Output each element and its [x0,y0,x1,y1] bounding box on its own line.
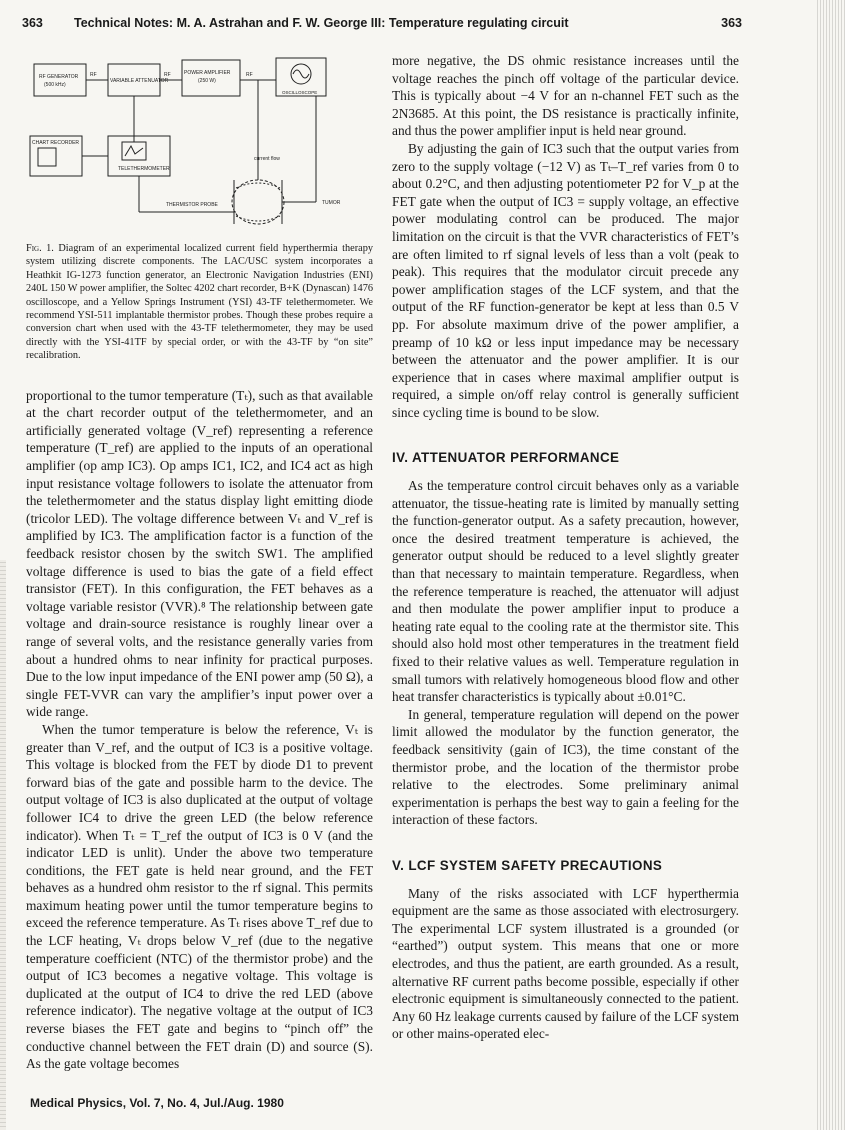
system-diagram [26,52,373,236]
thermistor-probe-label: THERMISTOR PROBE [166,202,218,208]
chart-recorder-label: CHART RECORDER [32,140,80,146]
journal-footer: Medical Physics, Vol. 7, No. 4, Jul./Aug. 1980 [30,1096,284,1110]
right-paragraph-1: more negative, the DS ohmic resistance increases until the voltage reaches the pinch off voltage of the particular device. This is typically about −4 V for an n-channel FET such as the 2N3685. At this point, the DS resistance is practically infinite, and thus the power amplifier input is held near ground. [392,53,739,139]
right-paragraph-5: Many of the risks associated with LCF hyperthermia equipment are the same as those associated with electrosurgery. The experimental LCF system illustrated is a grounded (or “earthed”) output system. This means that one or more electrodes, and thus the patient, are earth grounded. As a result, alternative RF current paths become possible, especially if other electronic equipment is simultaneously connected to the patient. Any 60 Hz leakage currents caused by failure of the LCF system or other mains-operated elec- [392,885,739,1042]
right-paragraph-3: As the temperature control circuit behaves only as a variable attenuator, the tissue-heating rate is limited by manually setting the function-generator output. As a safety precaution, however, once the desired treatment temperature is achieved, the generator output should be reduced to a level slightly greater than that necessary to maintain temperature. Regardless, when the reference temperature is reached, the attenuator will adjust and then modulate the power amplifier input to produce a heating rate equal to the cooling rate at the thermistor site. This should also hold most other temperatures in the treatment field fixed to their relative values as well. Temperature regulation in small tumors with relatively homogeneous blood flow and other heat transfer characteristics is typically about ±0.01°C. [392,478,739,705]
right-column [392,52,739,1043]
left-paragraph-1: proportional to the tumor temperature (Tₜ), such as that available at the chart recorder output of the telethermometer, and an artificially generated voltage (V_ref) representing a reference temperature (T_ref) are applied to the inputs of an operational amplifier (op amp IC3). Op amps IC1, IC2, and IC4 act as high input resistance voltage followers to isolate the attenuator from the telethermometer and the status display light emitting diode (tricolor LED). The voltage difference between Vₜ and V_ref is amplified by IC3. The amplification factor is a function of the feedback resistor chosen by the switch SW1. The amplified voltage difference is used to bias the gate of a field effect transistor (FET). In this configuration, the FET behaves as a voltage variable resistor (VVR).⁸ The relationship between gate voltage and drain-source resistance is roughly linear over a range of several volts, and the resistance generally varies from about a hundred ohms to near infinity for practical purposes. Due to the low input impedance of the ENI power amp (50 Ω), a single FET-VVR can vary the amplifier’s input power over a wide range. [26,387,373,720]
attenuator-label: VARIABLE ATTENUATOR [110,78,169,84]
power-amplifier-watts-label: (250 W) [198,78,216,84]
power-amplifier-label: POWER AMPLIFIER [184,70,231,76]
current-flow-label: current flow [254,156,280,162]
scan-left-edge [0,560,6,1130]
rf-generator-box [34,64,86,96]
rf-line-label-3: RF [246,72,253,78]
oscilloscope-label: OSCILLOSCOPE [282,90,318,95]
figure-caption [26,242,373,363]
rf-line-label-2: RF [164,72,171,78]
rf-generator-label: RF GENERATOR [39,74,79,80]
section-heading-v: V. LCF SYSTEM SAFETY PRECAUTIONS [392,857,663,873]
scan-edge-texture [815,0,845,1130]
section-heading-iv: IV. ATTENUATOR PERFORMANCE [392,450,620,466]
figure-1 [26,52,373,236]
right-paragraph-2: By adjusting the gain of IC3 such that the output varies from zero to the supply voltage (−12 V) as Tₜ–T_ref varies from 0 to about 0.2°C, and then adjusting potentiometer P2 for V_p at the FET gate when the output of IC3 = supply voltage, an effective power modulating control can be produced. The major limitation on the circuit is that the VVR characteristics of FET’s are often limited to rf signal levels of less than a volt (peak to peak). This requires that the modulator circuit precede any power amplification stages of the LCF system, and that the output of the RF function-generator be kept at less than 0.5 V pp. For absolute maximum drive of the power amplifier, a preamp of 10 kΩ or less input impedance may be necessary between the attenuator and the power amplifier. It is our experience that in cases where maximal amplifier output is required, a simple on/off relay control is generally sufficient since cycling time is bound to be slow. [392,140,739,420]
rf-line-label-1: RF [90,72,97,78]
figure-caption-label: Fig. 1. [26,243,54,254]
rf-generator-freq-label: (500 kHz) [44,82,66,88]
tumor-label: TUMOR [322,200,341,206]
left-paragraph-2: When the tumor temperature is below the reference, Vₜ is greater than V_ref, and the output of IC3 is a positive voltage. This voltage is blocked from the FET by diode D1 to prevent forward bias of the gate and possible harm to the device. The output voltage of IC3 is also duplicated at the output of voltage follower IC4 to drive the green LED (the below reference indicator). When Tₜ = T_ref the output of IC3 is 0 V (and the indicator LED is unlit). Under the above two temperature conditions, the FET gate is held near ground, and the FET behaves as a hundred ohm resistor to the rf signal. This permits maximum heating power until the tumor temperature begins to exceed the reference temperature. As Tₜ rises above T_ref due to the LCF heating, Vₜ drops below V_ref (due to the negative temperature coefficient (NTC) of the thermistor probe) and the output of IC3 becomes a negative voltage. This voltage is duplicated at the output of IC4 to drive the red LED (above reference indicator). The negative voltage at the output of IC3 reverse biases the FET gate and begins to “pinch off” the conductive channel between the FET drain (D) and source (S). As the gate voltage becomes [26,721,373,1072]
page-number-left: 363 [22,16,43,30]
telethermometer-label: TELETHERMOMETER [118,166,170,172]
page-number-right: 363 [721,16,742,30]
running-title: Technical Notes: M. A. Astrahan and F. W. George III: Temperature regulating circuit [74,16,569,30]
running-head [22,14,742,34]
left-column [26,52,373,1073]
right-paragraph-4: In general, temperature regulation will depend on the power limit allowed the modulator by the function generator, the feedback sensitivity (gain of IC3), the time constant of the thermistor probe, and the location of the thermistor probe relative to the electrodes. Some preliminary animal experimentation is perhaps the best way to gain a feeling for the interaction of these factors. [392,706,739,828]
figure-caption-text: Diagram of an experimental localized current field hyperthermia therapy system utilizing discrete components. The LAC/USC system incorporates a Heathkit IG-1273 function generator, an Electronic Navigation Industries (ENI) 240L 150 W power amplifier, the Soltec 4202 chart recorder, B+K (Dynascan) 1476 oscilloscope, and a Yellow Springs Instrument (YSI) 43-TF telethermometer. We recommend YSI-511 implantable thermistor probes. Though these probes require a conversion chart when used with the 43-TF telethermometer, they may be used directly with the YSI-41TF by special order, or with the 43-TF by “on site” recalibration. [26,243,373,362]
